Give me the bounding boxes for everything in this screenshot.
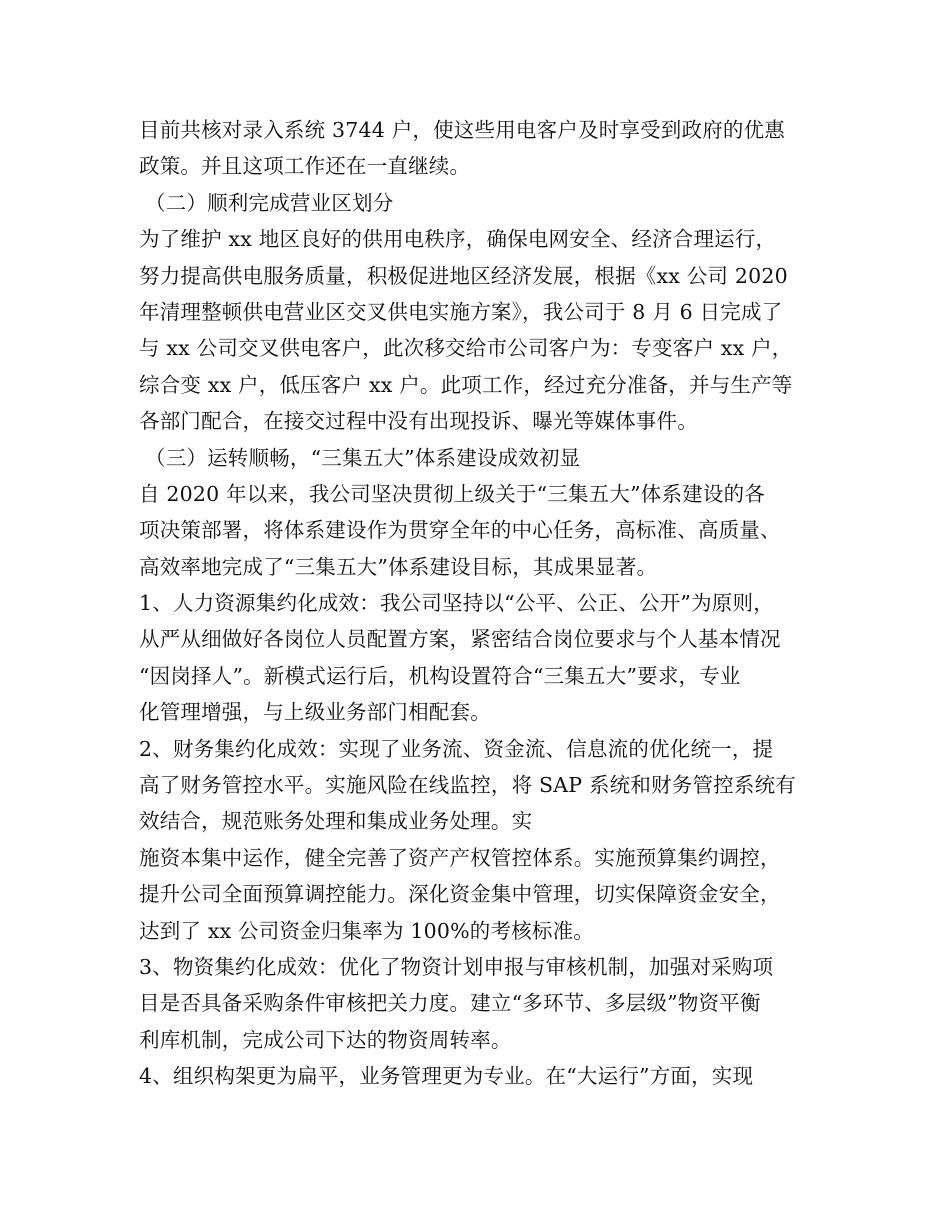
text-line: 各部门配合，在接交过程中没有出现投诉、曝光等媒体事件。: [139, 409, 698, 434]
section-heading: （三）运转顺畅，“三集五大”体系建设成效初显: [145, 445, 581, 470]
text-line: 政策。并且这项工作还在一直继续。: [139, 154, 471, 179]
text-line: 3、物资集约化成效：优化了物资计划申报与审核机制，加强对采购项: [139, 954, 774, 979]
text-line: 高了财务管控水平。实施风险在线监控，将 SAP 系统和财务管控系统有: [139, 773, 796, 798]
text-line: 综合变 xx 户，低压客户 xx 户。此项工作，经过充分准备，并与生产等: [139, 372, 793, 397]
text-line: 为了维护 xx 地区良好的供用电秩序，确保电网安全、经济合理运行，: [139, 227, 777, 252]
text-line: 年清理整顿供电营业区交叉供电实施方案》，我公司于 8 月 6 日完成了: [139, 299, 783, 324]
text-line: 自 2020 年以来，我公司坚决贯彻上级关于“三集五大”体系建设的各: [139, 481, 765, 506]
text-line: 从严从细做好各岗位人员配置方案，紧密结合岗位要求与个人基本情况: [139, 627, 781, 652]
text-line: 利库机制，完成公司下达的物资周转率。: [139, 1027, 512, 1052]
text-line: 1、人力资源集约化成效：我公司坚持以“公平、公正、公开”为原则，: [139, 591, 774, 616]
text-line: 效结合，规范账务处理和集成业务处理。实: [139, 809, 533, 834]
text-line: 项决策部署，将体系建设作为贯穿全年的中心任务，高标准、高质量、: [139, 518, 781, 543]
text-line: 与 xx 公司交叉供电客户，此次移交给市公司客户为：专变客户 xx 户，: [139, 336, 793, 361]
text-line: “因岗择人”。新模式运行后，机构设置符合“三集五大”要求，专业: [139, 663, 741, 688]
text-line: 4、组织构架更为扁平，业务管理更为专业。在“大运行”方面，实现: [139, 1064, 754, 1089]
text-line: 努力提高供电服务质量，积极促进地区经济发展，根据《xx 公司 2020: [139, 263, 788, 288]
text-line: 2、财务集约化成效：实现了业务流、资金流、信息流的优化统一，提: [139, 736, 774, 761]
text-line: 化管理增强，与上级业务部门相配套。: [139, 700, 491, 725]
text-line: 施资本集中运作，健全完善了资产产权管控体系。实施预算集约调控，: [139, 845, 781, 870]
section-heading: （二）顺利完成营业区划分: [145, 190, 394, 215]
text-line: 提升公司全面预算调控能力。深化资金集中管理，切实保障资金安全，: [139, 882, 781, 907]
text-line: 目前共核对录入系统 3744 户，使这些用电客户及时享受到政府的优惠: [139, 118, 786, 142]
text-line: 目是否具备采购条件审核把关力度。建立“多环节、多层级”物资平衡: [139, 991, 761, 1016]
text-line: 达到了 xx 公司资金归集率为 100%的考核标准。: [139, 918, 594, 943]
body-text: [139, 112, 829, 1095]
text-line: 高效率地完成了“三集五大”体系建设目标，其成果显著。: [139, 554, 658, 579]
